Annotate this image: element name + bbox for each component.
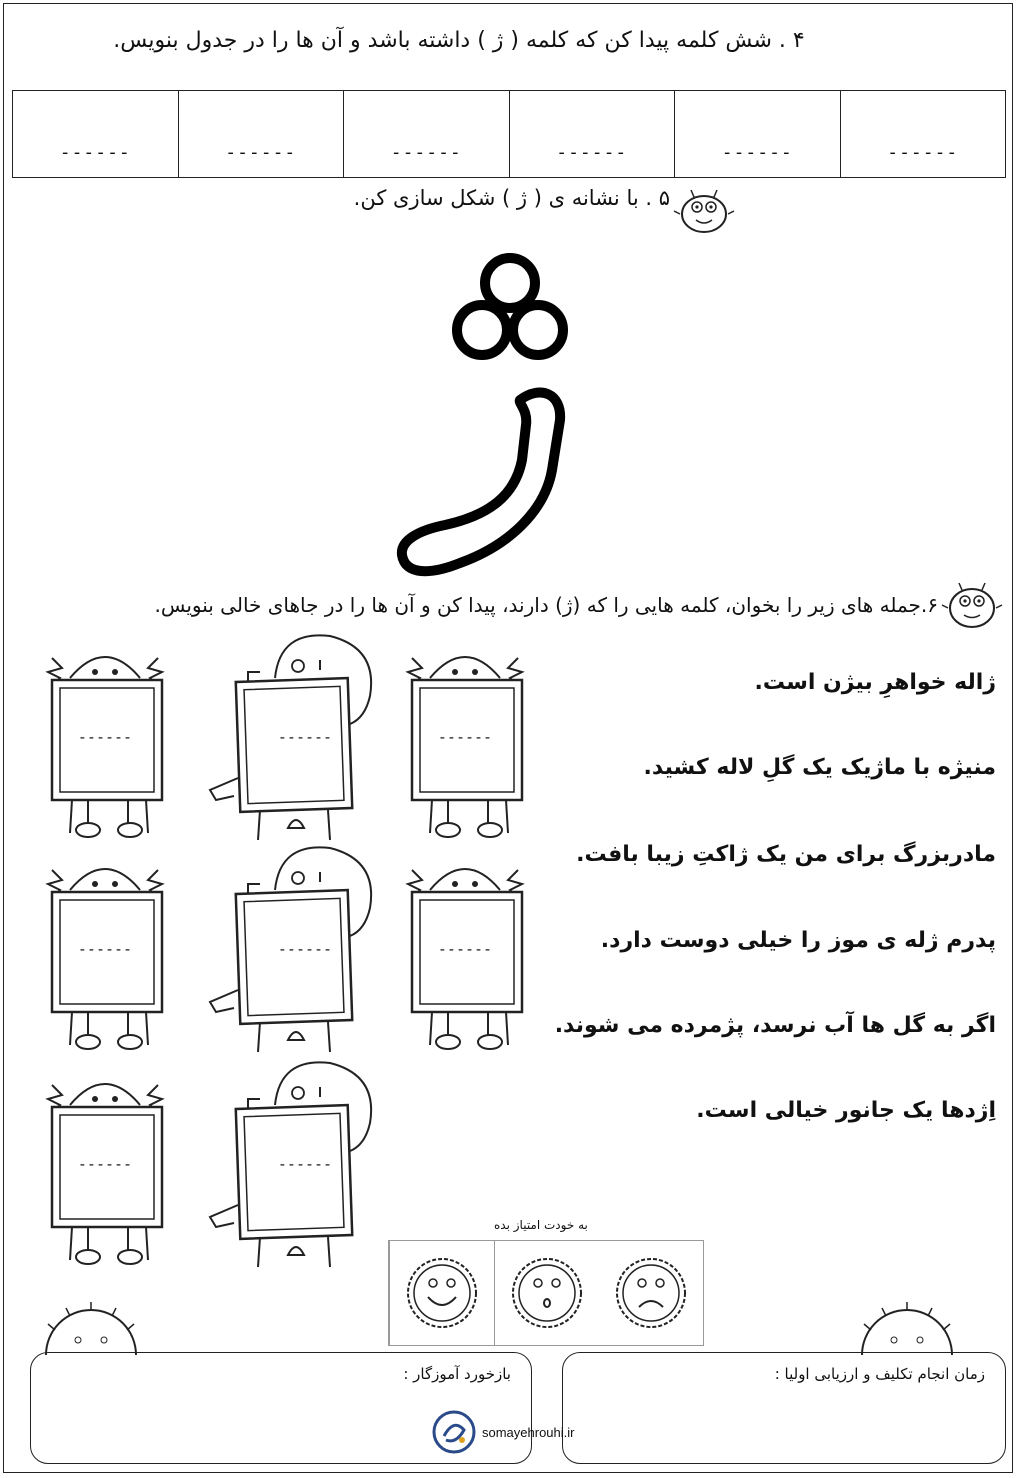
sentence-3: مادربزرگ برای من یک ژاکتِ زیبا بافت. (576, 842, 996, 867)
sad-sun-option[interactable] (599, 1241, 703, 1345)
self-score-options (388, 1240, 704, 1346)
site-url: somayehrouhi.ir (482, 1424, 575, 1440)
self-score-label: به خودت امتیاز بده (494, 1218, 588, 1232)
girl-sign-holder (40, 628, 170, 843)
happy-sun-option[interactable] (389, 1241, 494, 1345)
answer-table (12, 90, 1006, 178)
sentence-1: ژاله خواهرِ بیژن است. (754, 670, 996, 695)
monster-icon (940, 576, 1004, 632)
answer-cell[interactable] (674, 91, 840, 177)
boy-sign-holder (200, 840, 380, 1055)
answer-blank[interactable]: ------ (77, 1155, 133, 1173)
answer-blank[interactable]: ------ (277, 1155, 333, 1173)
question-5-title: ۵ . با نشانه ی ( ژ ) شکل سازی کن. (353, 186, 670, 210)
answer-cell[interactable] (509, 91, 675, 177)
answer-blank: ------ (556, 142, 628, 163)
answer-cell[interactable] (178, 91, 344, 177)
girl-sign-holder (40, 840, 170, 1055)
girl-sign-holder (400, 628, 530, 843)
zhe-letter-outline (390, 245, 610, 590)
parent-evaluation-label: زمان انجام تکلیف و ارزیابی اولیا : (774, 1365, 985, 1383)
neutral-sun-option[interactable] (494, 1241, 599, 1345)
site-logo-icon (432, 1410, 476, 1454)
boy-sign-holder (200, 1055, 380, 1270)
answer-blank: ------ (59, 142, 131, 163)
teacher-feedback-label: بازخورد آموزگار : (403, 1365, 511, 1383)
question-4-title: ۴ . شش کلمه پیدا کن که کلمه ( ژ ) داشته باشد و آن ها را در جدول بنویس. (113, 28, 805, 53)
answer-cell[interactable] (343, 91, 509, 177)
answer-blank: ------ (721, 142, 793, 163)
sun-decoration-icon (36, 1300, 146, 1355)
answer-blank[interactable]: ------ (77, 728, 133, 746)
site-watermark (432, 1410, 575, 1454)
answer-blank[interactable]: ------ (277, 728, 333, 746)
answer-cell[interactable] (13, 91, 178, 177)
answer-blank[interactable]: ------ (277, 940, 333, 958)
sentence-5: اگر به گل ها آب نرسد، پژمرده می شوند. (554, 1013, 996, 1038)
answer-blank: ------ (887, 142, 959, 163)
question-6-title: ۶.جمله های زیر را بخوان، کلمه هایی را که (ژ) دارند، پیدا کن و آن ها را در جاهای خالی بنویس. (154, 593, 938, 617)
monster-icon (672, 184, 736, 238)
sentence-6: اِژدها یک جانور خیالی است. (696, 1098, 996, 1123)
sun-decoration-icon (852, 1300, 962, 1355)
happy-sun-icon (390, 1241, 494, 1345)
answer-cell[interactable] (840, 91, 1006, 177)
answer-blank[interactable]: ------ (437, 728, 493, 746)
answer-blank: ------ (225, 142, 297, 163)
girl-sign-holder (40, 1055, 170, 1270)
answer-blank[interactable]: ------ (437, 940, 493, 958)
girl-sign-holder (400, 840, 530, 1055)
sentence-4: پدرم ژله ی موز را خیلی دوست دارد. (600, 928, 996, 953)
answer-blank[interactable]: ------ (77, 940, 133, 958)
boy-sign-holder (200, 628, 380, 843)
sentence-2: منیژه با ماژیک یک گلِ لاله کشید. (643, 755, 996, 780)
neutral-sun-icon (495, 1241, 599, 1345)
answer-blank: ------ (390, 142, 462, 163)
sad-sun-icon (599, 1241, 703, 1345)
parent-evaluation-box[interactable] (562, 1352, 1006, 1464)
